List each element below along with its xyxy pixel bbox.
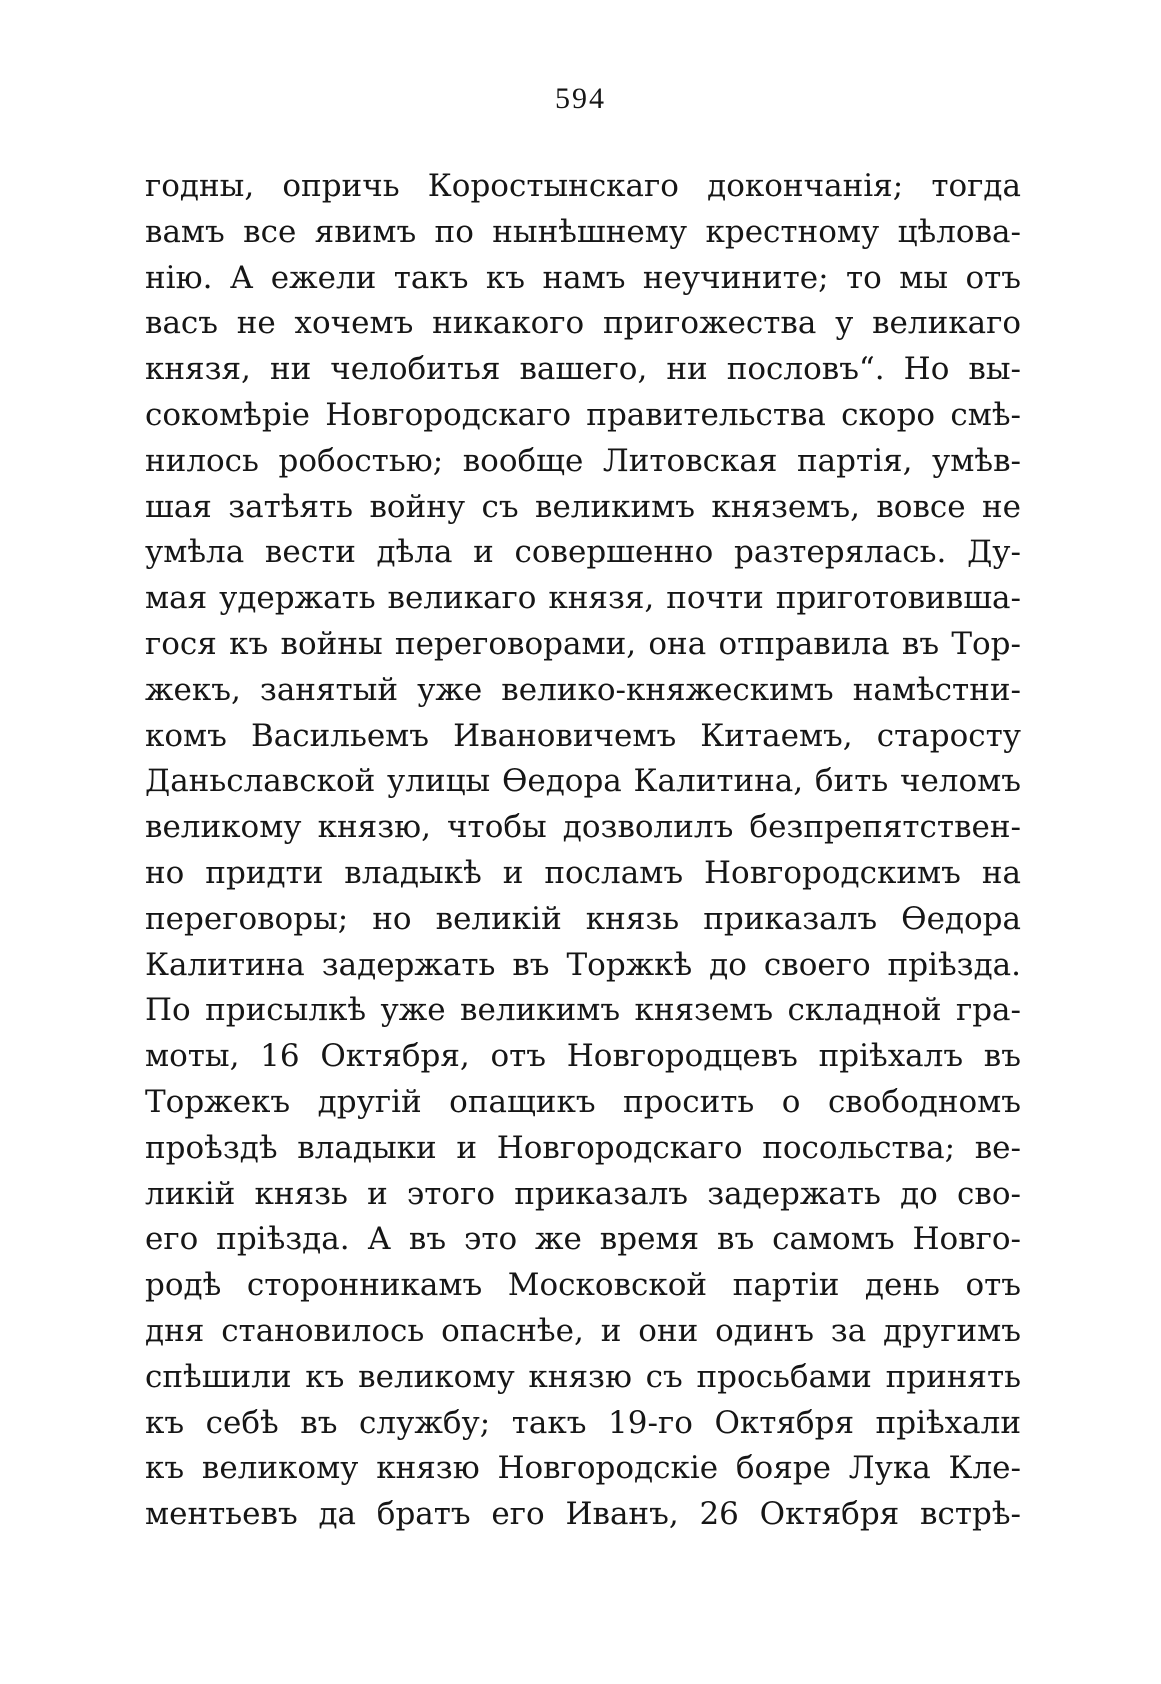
- text-line: жекъ, занятый уже велико-княжескимъ намѣстни-: [145, 671, 1021, 708]
- text-line: къ великому князю Новгородскіе бояре Лука Кле-: [145, 1450, 1021, 1487]
- text-line: къ себѣ въ службу; такъ 19-го Октября пріѣхали: [145, 1404, 1021, 1441]
- text-line: великому князю, чтобы дозволилъ безпрепятствен-: [145, 809, 1021, 846]
- text-line: его пріѣзда. А въ это же время въ самомъ Новго-: [145, 1221, 1021, 1258]
- text-line: ментьевъ да братъ его Иванъ, 26 Октября встрѣ-: [145, 1496, 1021, 1533]
- text-line: васъ не хочемъ никакого пригожества у великаго: [145, 305, 1021, 342]
- text-line: комъ Васильемъ Ивановичемъ Китаемъ, старосту: [145, 717, 1021, 754]
- body-text: [145, 164, 1021, 1538]
- text-line: родѣ сторонникамъ Московской партіи день отъ: [145, 1267, 1021, 1304]
- page-number: 594: [555, 82, 606, 115]
- text-line: годны, опричь Коростынскаго докончанія; тогда: [145, 168, 1021, 204]
- text-line: вамъ все явимъ по нынѣшнему крестному цѣлова-: [145, 213, 1021, 250]
- text-line: Даньславской улицы Өедора Калитина, бить челомъ: [145, 763, 1021, 800]
- text-line: ликій князь и этого приказалъ задержать до сво-: [145, 1175, 1021, 1212]
- text-line: гося къ войны переговорами, она отправила въ Тор-: [145, 625, 1021, 662]
- text-line: спѣшили къ великому князю съ просьбами принять: [145, 1358, 1021, 1395]
- text-line: нію. А ежели такъ къ намъ неучините; то мы отъ: [145, 259, 1021, 296]
- text-line: но придти владыкѣ и посламъ Новгородскимъ на: [145, 854, 1021, 891]
- text-line: переговоры; но великій князь приказалъ Өедора: [145, 900, 1021, 937]
- text-line: Торжекъ другій опащикъ просить о свободномъ: [145, 1083, 1021, 1120]
- text-line: моты, 16 Октября, отъ Новгородцевъ пріѣхалъ въ: [145, 1038, 1021, 1075]
- text-line: По присылкѣ уже великимъ княземъ складной гра-: [145, 992, 1021, 1029]
- text-line: нилось робостью; вообще Литовская партія, умѣв-: [145, 442, 1021, 479]
- text-line: князя, ни челобитья вашего, ни пословъ“. Но вы-: [145, 351, 1021, 388]
- text-line: мая удержать великаго князя, почти приготовивша-: [145, 580, 1021, 617]
- text-line: проѣздѣ владыки и Новгородскаго посольства; ве-: [145, 1129, 1021, 1166]
- text-line: умѣла вести дѣла и совершенно разтерялась. Ду-: [145, 534, 1021, 571]
- text-line: дня становилось опаснѣе, и они одинъ за другимъ: [145, 1312, 1021, 1349]
- text-line: Калитина задержать въ Торжкѣ до своего пріѣзда.: [145, 946, 1021, 983]
- text-line: шая затѣять войну съ великимъ княземъ, вовсе не: [145, 488, 1021, 525]
- text-line: сокомѣріе Новгородскаго правительства скоро смѣ-: [145, 396, 1021, 433]
